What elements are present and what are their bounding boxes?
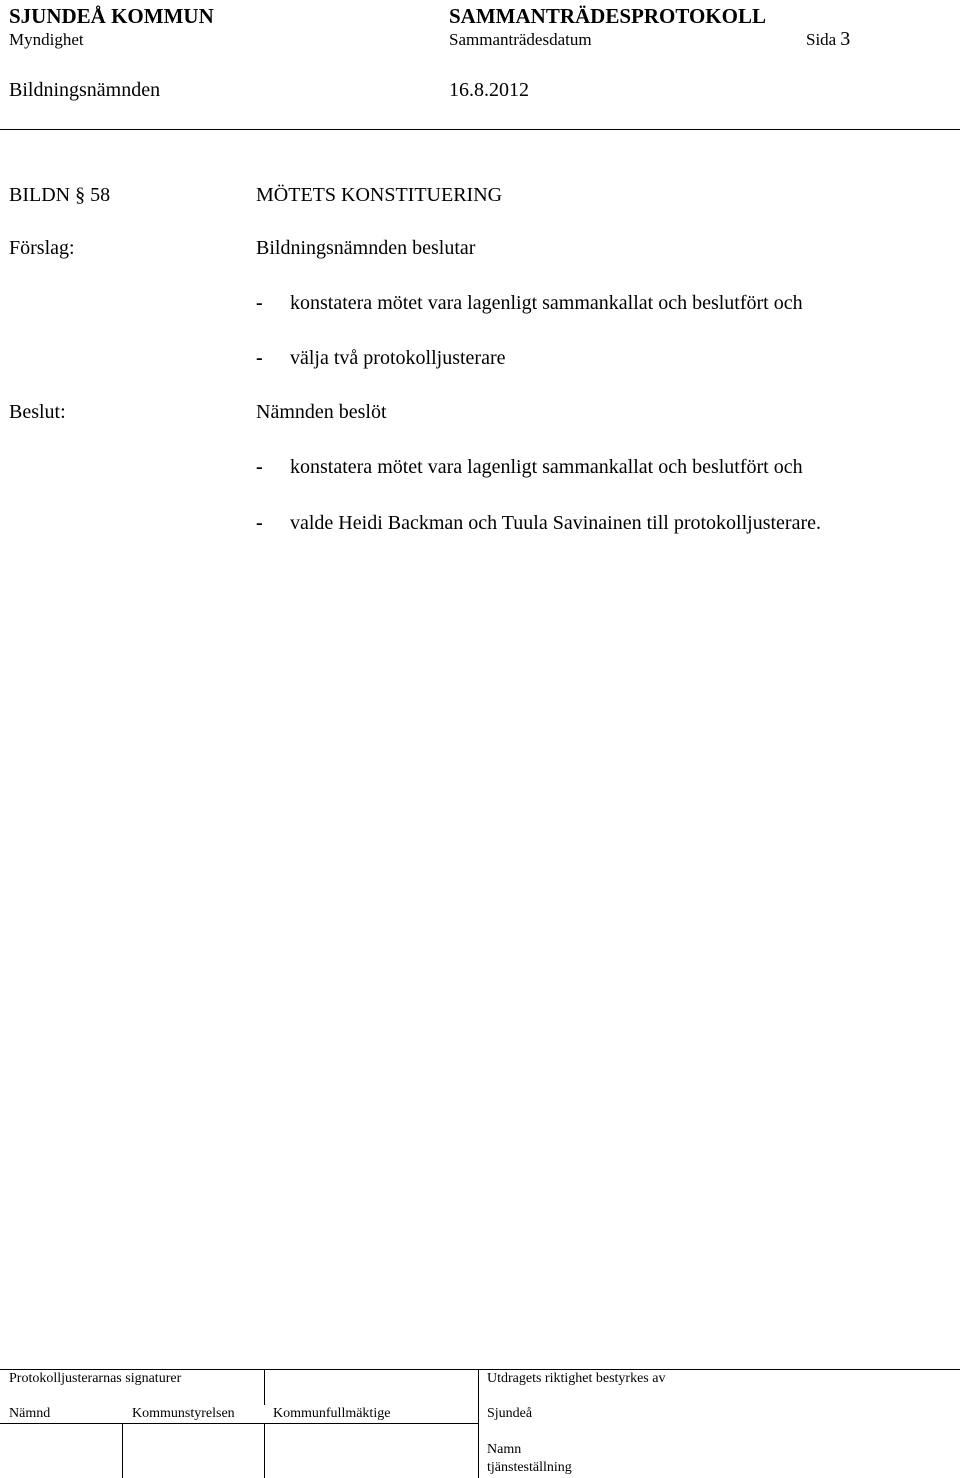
proposal-intro: Bildningsnämnden beslutar	[256, 237, 476, 259]
decision-item-dash: -	[256, 512, 263, 534]
organization-name: SJUNDEÅ KOMMUN	[9, 4, 214, 28]
signature-column-label: Nämnd	[9, 1406, 51, 1421]
signature-column-label: Kommunfullmäktige	[273, 1406, 391, 1421]
signature-column-label: Kommunstyrelsen	[132, 1406, 235, 1421]
meeting-date: 16.8.2012	[449, 79, 529, 101]
page-indicator	[806, 28, 850, 51]
document-type: SAMMANTRÄDESPROTOKOLL	[449, 4, 766, 28]
proposal-item-dash: -	[256, 292, 263, 314]
certified-label: Utdragets riktighet bestyrkes av	[487, 1371, 666, 1386]
name-label: Namn	[487, 1442, 522, 1457]
footer-divider	[264, 1369, 265, 1405]
meeting-date-label: Sammanträdesdatum	[449, 30, 592, 49]
footer-top-rule	[0, 1369, 960, 1370]
section-number: 58	[90, 184, 111, 206]
decision-item-text: valde Heidi Backman och Tuula Savinainen till protokolljusterare.	[290, 512, 822, 534]
section-title: MÖTETS KONSTITUERING	[256, 184, 503, 206]
proposal-label: Förslag:	[9, 237, 75, 259]
authority-name: Bildningsnämnden	[9, 79, 161, 101]
paragraph-sign: §	[75, 184, 86, 206]
footer-divider	[264, 1423, 265, 1478]
signatures-label: Protokolljusterarnas signaturer	[9, 1371, 182, 1386]
position-label: tjänsteställning	[487, 1460, 572, 1475]
decision-item-dash: -	[256, 456, 263, 478]
authority-label: Myndighet	[9, 30, 84, 49]
decision-label: Beslut:	[9, 401, 66, 423]
page-number: 3	[840, 28, 851, 50]
proposal-item-text: välja två protokolljusterare	[290, 347, 506, 369]
footer-divider	[478, 1369, 479, 1478]
footer-row-rule	[0, 1423, 478, 1424]
page-label: Sida	[806, 30, 837, 49]
decision-intro: Nämnden beslöt	[256, 401, 387, 423]
proposal-item-text: konstatera mötet vara lagenligt sammankallat och beslutfört och	[290, 292, 803, 314]
section-code: BILDN	[9, 184, 71, 206]
footer-divider	[122, 1423, 123, 1478]
certification-place: Sjundeå	[487, 1406, 533, 1421]
header-divider	[0, 129, 960, 130]
proposal-item-dash: -	[256, 347, 263, 369]
decision-item-text: konstatera mötet vara lagenligt sammankallat och beslutfört och	[290, 456, 803, 478]
section-id	[9, 184, 110, 207]
